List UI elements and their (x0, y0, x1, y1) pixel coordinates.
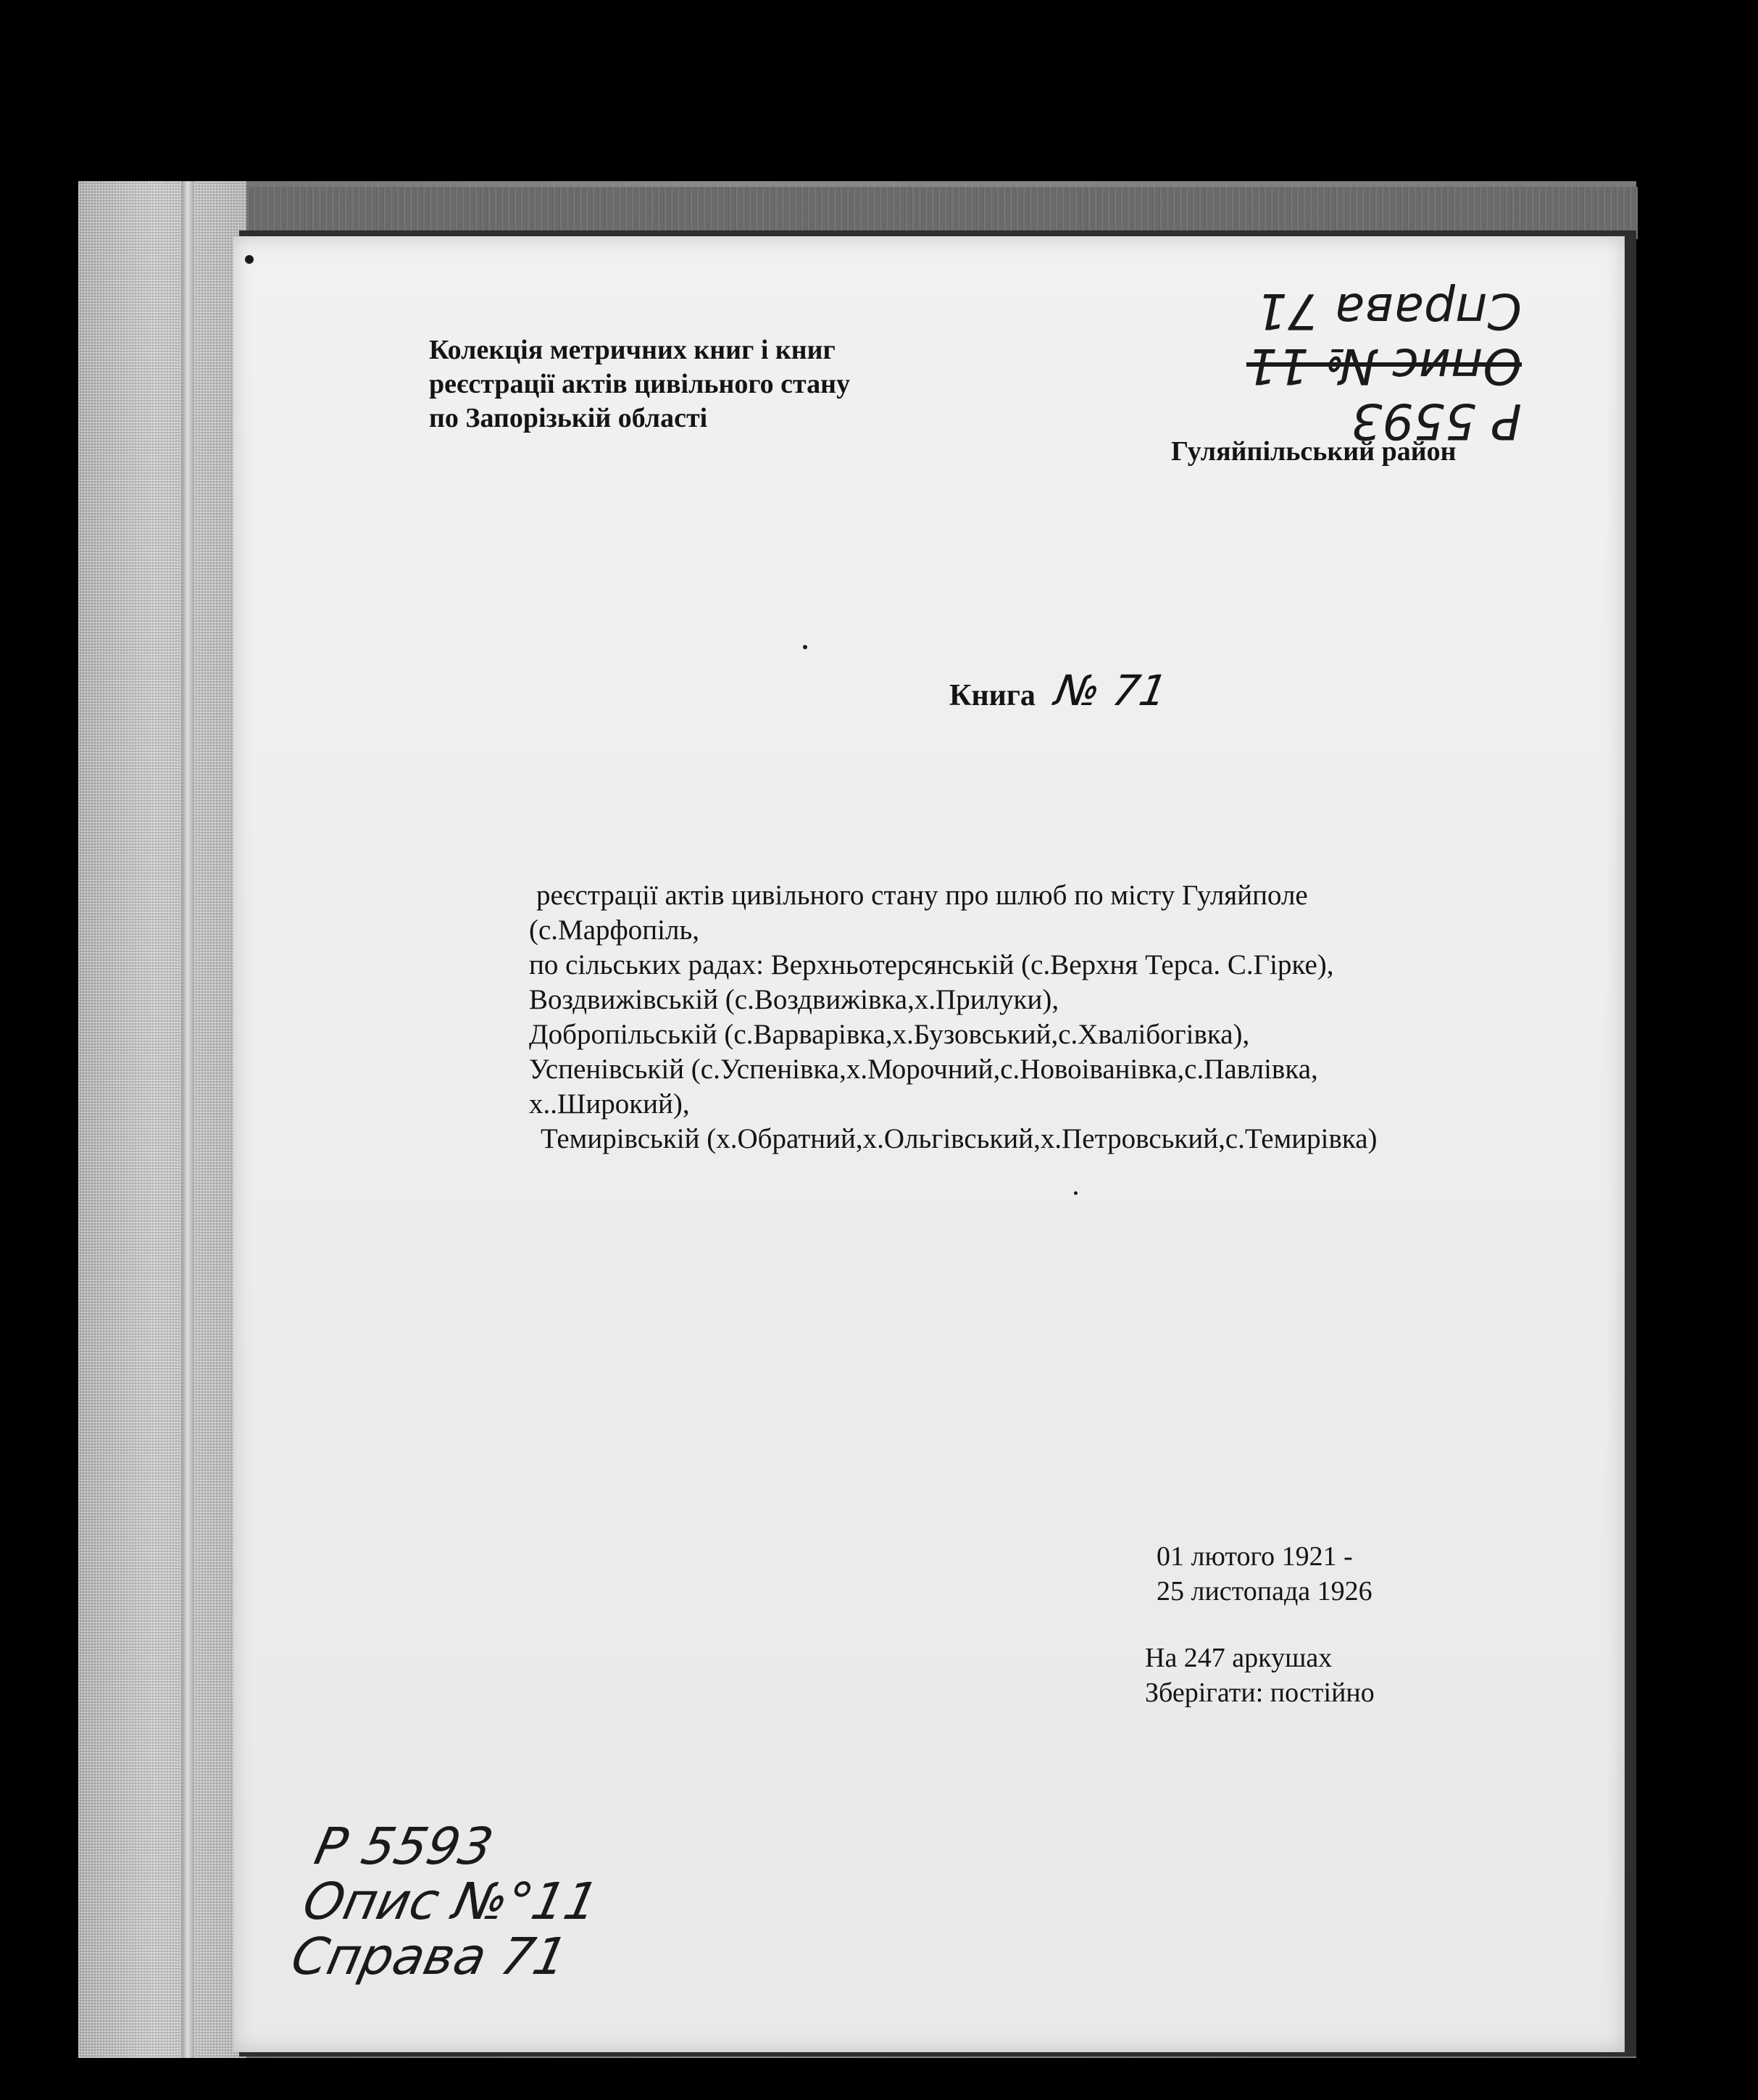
date-range (1157, 1539, 1372, 1609)
description-line: (с.Марфопіль, (529, 914, 700, 946)
paper-speck (1074, 1191, 1078, 1195)
collection-heading-line: реєстрації актів цивільного стану (429, 369, 851, 399)
paper-speck (245, 255, 254, 264)
description-line: по сільських радах: Верхньотерсянській (с.Верхня Терса. С.Гірке), (529, 949, 1334, 980)
collection-heading (429, 333, 850, 436)
sheet-info (1145, 1641, 1375, 1710)
archive-opys: Опис № 11 (1246, 337, 1522, 394)
archive-note-bottom-handwritten (287, 1819, 615, 1984)
date-end: 25 листопада 1926 (1157, 1576, 1372, 1607)
register-description (529, 878, 1378, 1157)
book-label: Книга (949, 679, 1036, 712)
paper-speck (803, 645, 807, 649)
storage-term: Зберігати: постійно (1145, 1678, 1375, 1708)
description-line: Темирівській (х.Обратний,х.Ольгівський,х.Петровський,с.Темирівка) (541, 1123, 1378, 1154)
archive-sprava: Справа 71 (286, 1927, 573, 1986)
collection-heading-line: Колекція метричних книг і книг (429, 335, 836, 365)
description-line: х..Широкий), (529, 1088, 690, 1120)
archive-opys: Опис №°11 (298, 1872, 604, 1931)
archive-fond: Р 5593 (1351, 392, 1522, 449)
description-line: Добропільській (с.Варварівка,х.Бузовський,с.Хвалібогівка), (529, 1019, 1250, 1050)
description-line: Успенівській (с.Успенівка,х.Морочний,с.Новоіванівка,с.Павлівка, (529, 1054, 1318, 1085)
collection-heading-line: по Запорізькій області (429, 403, 708, 433)
description-line: реєстрації актів цивільного стану про шлюб по місту Гуляйполе (536, 880, 1308, 911)
book-number-handwritten: № 71 (1051, 666, 1171, 715)
sheet-count: На 247 аркушах (1145, 1643, 1333, 1673)
archive-sprava: Справа 71 (1256, 282, 1522, 339)
district-name: Гуляйпільський район (1171, 436, 1457, 467)
binding-spine (78, 181, 246, 2058)
date-start: 01 лютого 1921 - (1157, 1541, 1353, 1572)
archive-fond: Р 5593 (309, 1817, 499, 1876)
spine-fold (181, 181, 194, 2058)
archive-note-top-handwritten (1246, 283, 1522, 448)
book-title (949, 666, 1171, 715)
description-line: Воздвижівській (с.Воздвижівка,х.Прилуки), (529, 984, 1059, 1015)
